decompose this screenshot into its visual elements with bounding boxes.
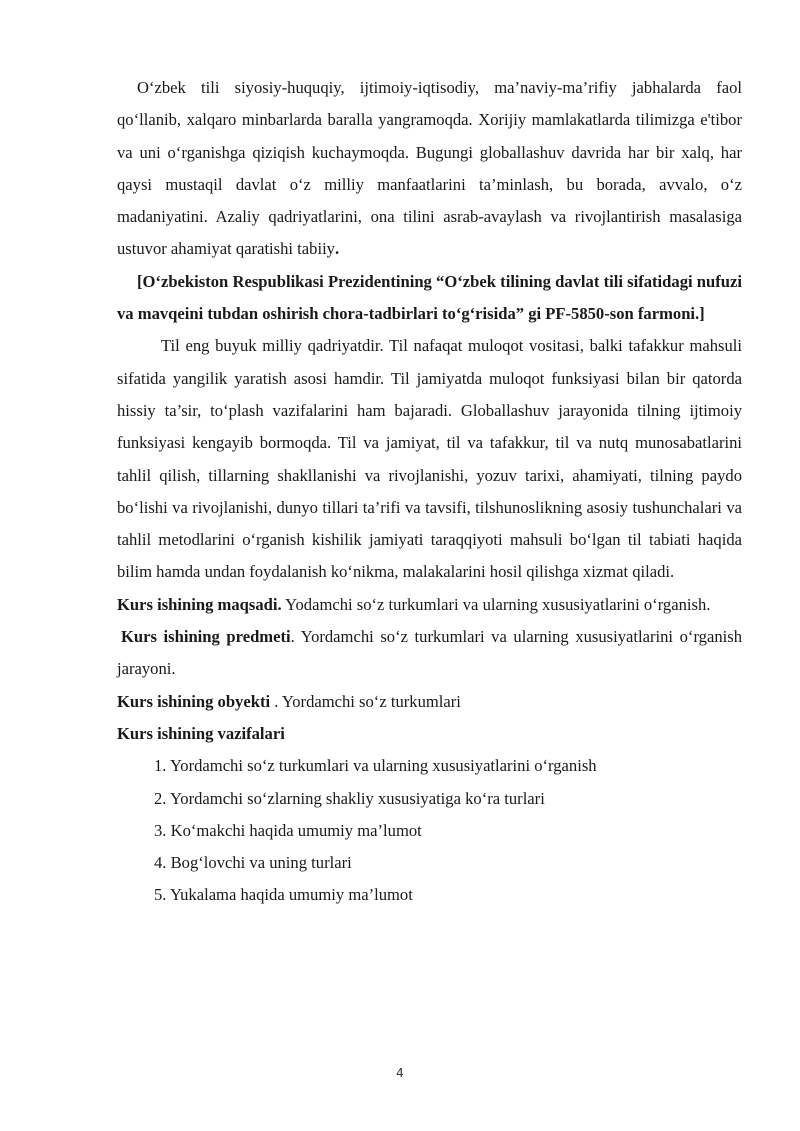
course-goal-label: Kurs ishining maqsadi.: [117, 594, 282, 614]
course-tasks-list: [117, 750, 742, 911]
intro-paragraph: [117, 72, 742, 330]
course-subject: [117, 621, 742, 686]
course-subject-label: Kurs ishining predmeti: [121, 627, 291, 647]
document-page-body: [117, 72, 742, 912]
course-goal-text: Yodamchi so‘z turkumlari va ularning xususiyatlarini o‘rganish.: [281, 594, 711, 614]
list-item: 1. Yordamchi so‘z turkumlari va ularning xususiyatlarini o‘rganish: [154, 756, 597, 776]
list-item: 4. Bog‘lovchi va uning turlari: [154, 853, 352, 873]
list-item: 3. Ko‘makchi haqida umumiy ma’lumot: [154, 820, 422, 840]
language-paragraph: Til eng buyuk milliy qadriyatdir. Til nafaqat muloqot vositasi, balki tafakkur mahsuli sifatida yangilik yaratish asosi hamdir. Til jamiyatda muloqot funksiyasi bilan bir qatorda hissiy ta’sir, to‘plash vazifalarini ham bajaradi. Globallashuv jarayonida tilning ijtimoiy funksiyasi kengayib bormoqda. Til va jamiyat, til va tafakkur, til va nutq munosabatlarini tahlil qilish, tillarning shakllanishi va rivojlanishi, yozuv tarixi, ahamiyati, tilning paydo bo‘lishi va rivojlanishi, dunyo tillari ta’rifi va tavsifi, tilshunoslikning asosiy tushunchalari va tahlil metodlarini o‘rganish kishilik jamiyati taraqqiyoti mahsuli bo‘lgan til tabiati haqida bilim hamda undan foydalanish ko‘nikma, malakalarini hosil qilishga xizmat qiladi.: [117, 336, 742, 582]
course-object: [117, 686, 742, 718]
course-object-label: Kurs ishining obyekti: [117, 691, 271, 711]
intro-text: O‘zbek tili siyosiy-huquqiy, ijtimoiy-iqtisodiy, ma’naviy-ma’rifiy jabhalarda faol qo‘llanib, xalqaro minbarlarda baralla yangramoqda. Xorijiy mamlakatlarda tilimizga e'tibor va uni o‘rganishga qiziqish kuchaymoqda. Bugungi globallashuv davrida har bir xalq, har qaysi mustaqil davlat o‘z milliy manfaatlarini ta’minlash, bu borada, avvalo, o‘z madaniyatini. Azaliy qadriyatlarini, ona tilini asrab-avaylash va rivojlantirish masalasiga ustuvor ahamiyat qaratishi tabiiy: [117, 78, 742, 259]
course-object-text: . Yordamchi so‘z turkumlari: [270, 691, 461, 711]
course-goal: [117, 589, 742, 621]
list-item: 2. Yordamchi so‘zlarning shakliy xususiyatiga ko‘ra turlari: [154, 788, 545, 808]
list-item: 5. Yukalama haqida umumiy ma’lumot: [154, 885, 413, 905]
course-tasks-heading: Kurs ishining vazifalari: [117, 723, 285, 743]
decree-citation: [O‘zbekiston Respublikasi Prezidentining “O‘zbek tilining davlat tili sifatidagi nufuzi va mavqeini tubdan oshirish chora-tadbirlari to‘g‘risida” gi PF-5850-son farmoni.]: [117, 271, 742, 324]
course-subject-text: . Yordamchi so‘z turkumlari va ularning xususiyatlarini o‘rganish jarayoni.: [117, 627, 742, 679]
page-number: 4: [396, 1066, 404, 1080]
intro-period: .: [334, 239, 340, 259]
